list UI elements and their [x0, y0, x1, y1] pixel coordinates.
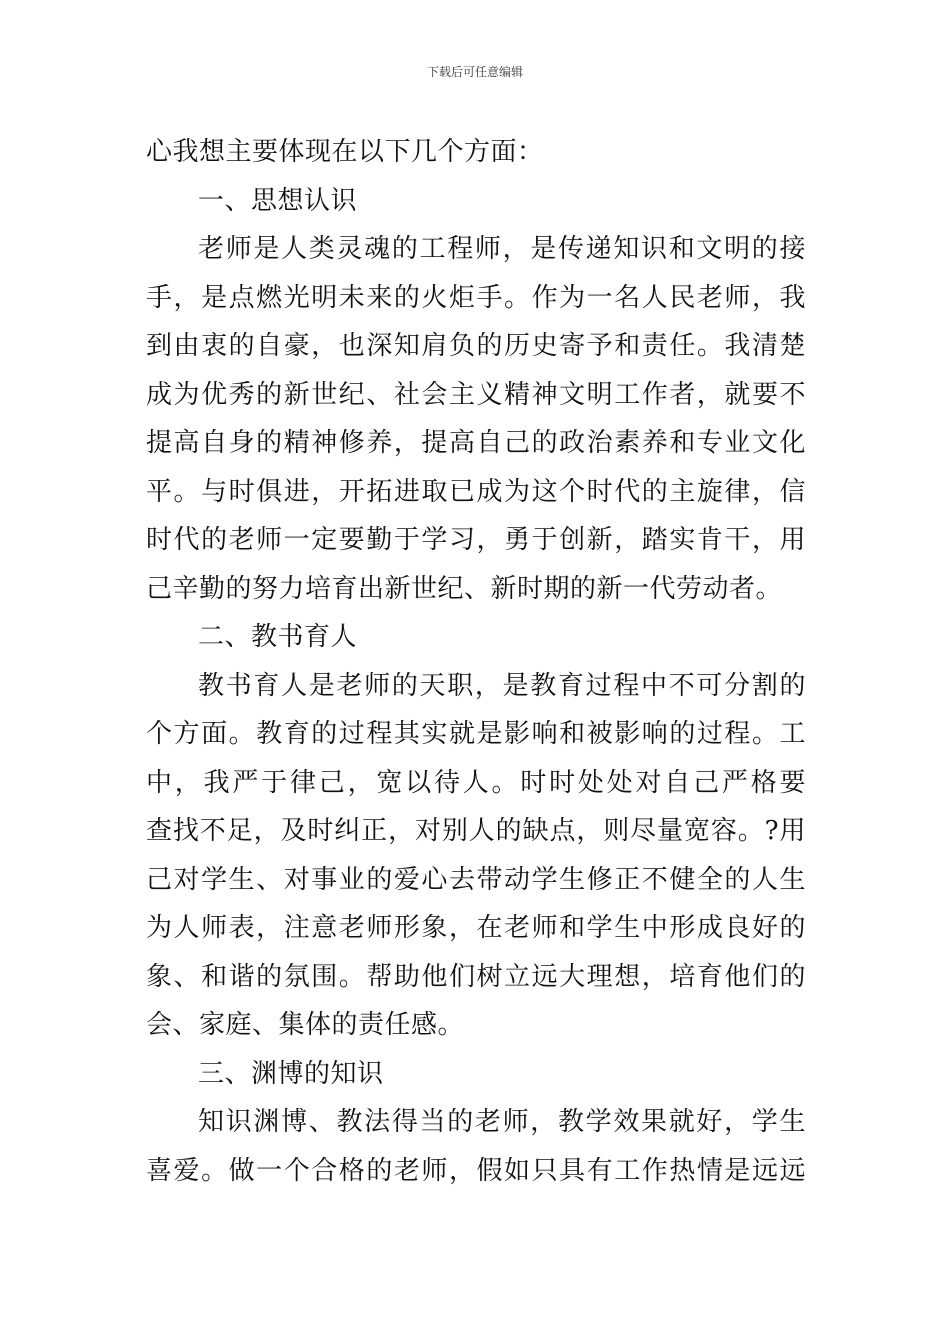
- text-line: 中，我严于律己，宽以待人。时时处处对自己严格要: [146, 767, 806, 798]
- text-line: 平。与时俱进，开拓进取已成为这个时代的主旋律，信: [146, 476, 806, 507]
- section-heading: 二、教书育人: [198, 622, 358, 652]
- text-line: 老师是人类灵魂的工程师，是传递知识和文明的接: [198, 234, 806, 264]
- text-line: 提高自身的精神修养，提高自己的政治素养和专业文化: [146, 428, 806, 458]
- text-line: 会、家庭、集体的责任感。: [146, 1010, 465, 1040]
- text-line: 己辛勤的努力培育出新世纪、新时期的新一代劳动者。: [146, 573, 783, 604]
- text-line: 到由衷的自豪，也深知肩负的历史寄予和责任。我清楚: [146, 331, 806, 361]
- text-line: 成为优秀的新世纪、社会主义精神文明工作者，就要不: [146, 379, 806, 410]
- text-line: 为人师表，注意老师形象，在老师和学生中形成良好的: [146, 913, 806, 943]
- page-header: 下载后可任意编辑: [426, 65, 523, 79]
- text-line: 个方面。教育的过程其实就是影响和被影响的过程。工: [146, 719, 806, 749]
- section-heading: 一、思想认识: [198, 185, 358, 216]
- text-line: 己对学生、对事业的爱心去带动学生修正不健全的人生: [146, 864, 806, 895]
- text-line: 查找不足，及时纠正，对别人的缺点，则尽量宽容。?用: [146, 816, 806, 846]
- document-body: [146, 128, 806, 1195]
- section-heading: 三、渊博的知识: [198, 1058, 384, 1089]
- text-line: 知识渊博、教法得当的老师，教学效果就好，学生: [198, 1107, 806, 1137]
- text-line: 象、和谐的氛围。帮助他们树立远大理想，培育他们的: [146, 961, 806, 992]
- text-line: 喜爱。做一个合格的老师，假如只具有工作热情是远远: [146, 1155, 806, 1186]
- text-line: 手，是点燃光明未来的火炬手。作为一名人民老师，我: [146, 282, 806, 313]
- text-line: 心我想主要体现在以下几个方面：: [146, 137, 544, 167]
- text-line: 时代的老师一定要勤于学习，勇于创新，踏实肯干，用: [146, 525, 806, 555]
- text-line: 教书育人是老师的天职，是教育过程中不可分割的: [198, 670, 806, 701]
